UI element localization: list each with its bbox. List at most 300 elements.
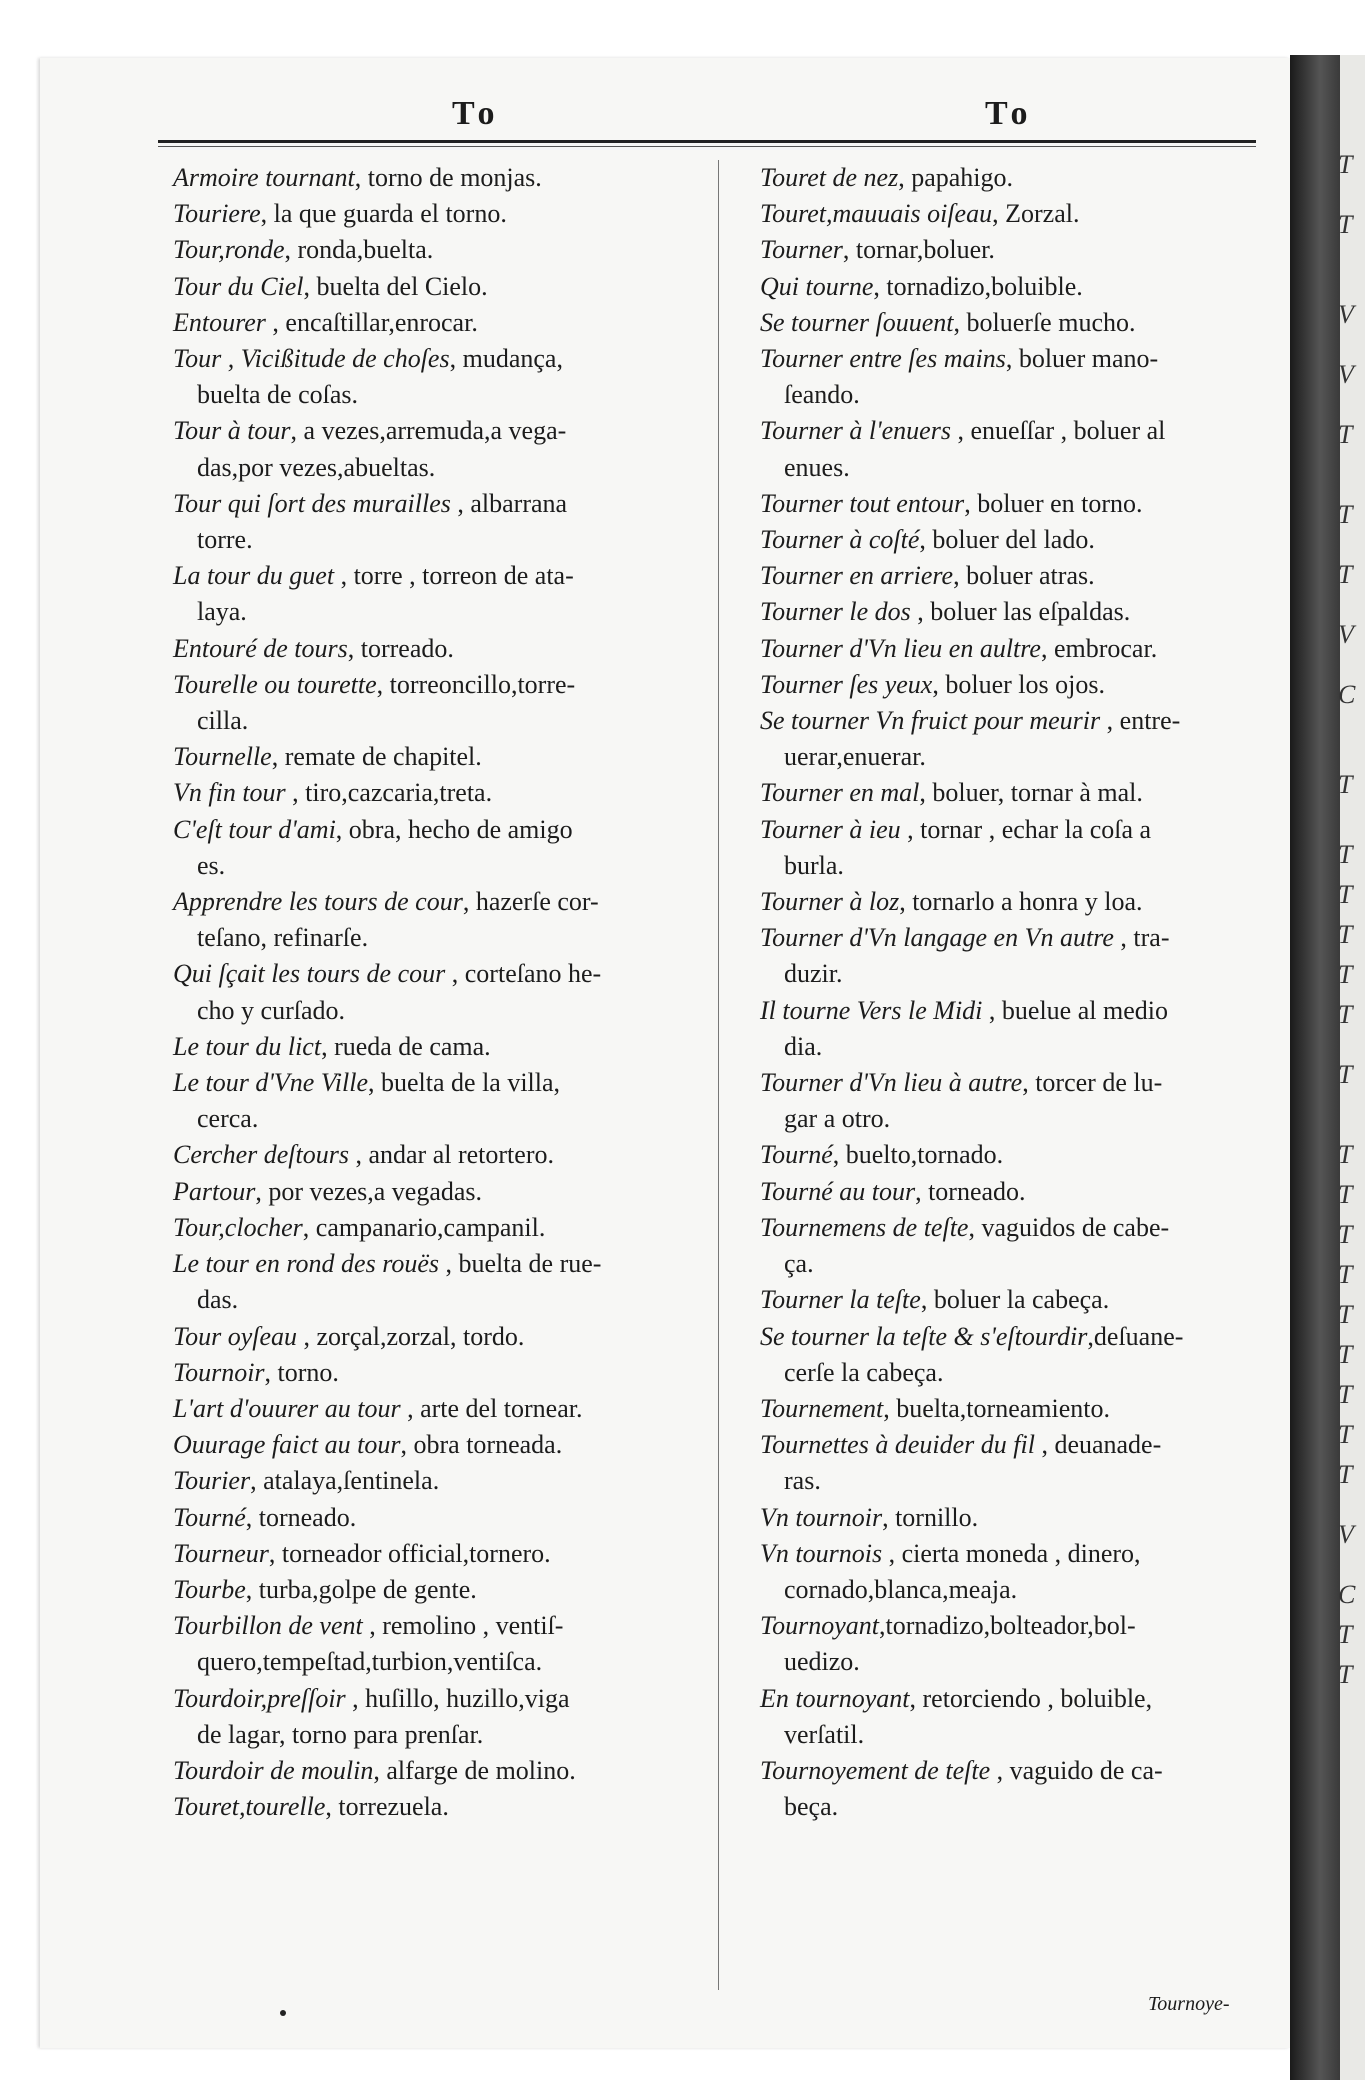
- spanish-gloss: tornadizo,bolteador,bol-: [885, 1611, 1136, 1641]
- french-headword: Il tourne Vers le Midi: [760, 995, 983, 1025]
- spanish-gloss: embrocar.: [1053, 633, 1158, 663]
- french-headword: Tourner tout entour: [760, 488, 965, 518]
- dictionary-entry: [173, 1065, 711, 1137]
- adjacent-page-letter: V: [1338, 300, 1354, 329]
- spanish-gloss: atalaya,ſentinela.: [263, 1466, 440, 1496]
- gloss-continuation: duzir.: [784, 959, 843, 989]
- adjacent-page-letter: T: [1338, 1420, 1353, 1449]
- dictionary-entry: [173, 232, 711, 268]
- french-headword: Tour du Ciel: [173, 271, 304, 301]
- spanish-gloss: Zorzal.: [1005, 199, 1080, 229]
- separator: ,: [362, 1611, 383, 1641]
- separator: ,: [450, 488, 471, 518]
- spanish-gloss: vaguido de ca-: [1009, 1755, 1163, 1785]
- separator: ,: [445, 959, 465, 989]
- french-headword: Tourner à loz: [760, 887, 900, 917]
- gloss-continuation: das.: [197, 1285, 239, 1315]
- french-headword: Tourner: [760, 235, 843, 265]
- french-headword: Tourner à ieu: [760, 814, 901, 844]
- gloss-continuation: uerar,enuerar.: [784, 742, 926, 772]
- dictionary-entry: [760, 1210, 1270, 1282]
- dictionary-entry: [173, 1536, 711, 1572]
- french-headword: Apprendre les tours de cour: [173, 887, 463, 917]
- adjacent-page-letter: T: [1338, 1300, 1353, 1329]
- dictionary-entry: [173, 1463, 711, 1499]
- spanish-gloss: buelta,torneamiento.: [896, 1393, 1110, 1423]
- dictionary-entry: [760, 1174, 1270, 1210]
- spanish-gloss: tornar , echar la coſa a: [920, 814, 1152, 844]
- dictionary-entry: [760, 486, 1270, 522]
- french-headword: Tourner ſes yeux: [760, 669, 933, 699]
- dictionary-entry: [760, 1608, 1270, 1680]
- adjacent-page-letter: T: [1338, 1660, 1353, 1689]
- gloss-continuation: gar a otro.: [784, 1104, 891, 1134]
- separator: ,: [1022, 1068, 1036, 1098]
- dictionary-entry: [173, 1789, 711, 1825]
- separator: ,: [354, 163, 368, 192]
- dictionary-entry: [760, 341, 1270, 413]
- spanish-gloss: tornadizo,boluible.: [886, 271, 1083, 301]
- dictionary-entry: [760, 1282, 1270, 1318]
- spanish-gloss: torno de monjas.: [367, 163, 542, 192]
- spanish-gloss: tornarlo a honra y loa.: [912, 887, 1143, 917]
- gloss-continuation: ſeando.: [784, 380, 860, 410]
- column-divider: [718, 160, 719, 1990]
- separator: ,: [255, 1176, 269, 1206]
- spanish-gloss: andar al retortero.: [368, 1140, 554, 1170]
- separator: ,: [919, 778, 933, 808]
- dictionary-entry: [760, 1500, 1270, 1536]
- french-headword: Touret,mauuais oiſeau: [760, 199, 993, 229]
- dictionary-entry: [760, 196, 1270, 232]
- separator: ,: [882, 1502, 896, 1532]
- spanish-gloss: boluer del lado.: [932, 525, 1095, 555]
- spanish-gloss: la que guarda el torno.: [273, 199, 507, 229]
- spanish-gloss: turba,golpe de gente.: [258, 1574, 477, 1604]
- spanish-gloss: a vezes,arremuda,a vega-: [303, 416, 567, 446]
- spanish-gloss: mudança,: [462, 344, 563, 374]
- dictionary-entry: [173, 1500, 711, 1536]
- spanish-gloss: torre , torreon de ata-: [353, 561, 574, 591]
- separator: ,: [265, 307, 286, 337]
- separator: ,: [373, 1755, 387, 1785]
- separator: ,: [950, 416, 971, 446]
- gloss-continuation: cerca.: [197, 1104, 259, 1134]
- adjacent-page-letter: T: [1338, 210, 1353, 239]
- spanish-gloss: tra-: [1133, 923, 1170, 953]
- french-headword: Vn tournois: [760, 1538, 883, 1568]
- spanish-gloss: torcer de lu-: [1035, 1068, 1163, 1098]
- gloss-continuation: quero,tempeſtad,turbion,ventiſca.: [197, 1647, 543, 1677]
- spanish-gloss: cierta moneda , dinero,: [901, 1538, 1141, 1568]
- adjacent-page-letter: T: [1338, 500, 1353, 529]
- dictionary-entry: [173, 1319, 711, 1355]
- french-headword: Tourdoir,preſſoir: [173, 1683, 346, 1713]
- dictionary-entry: [760, 232, 1270, 268]
- gloss-continuation: ras.: [784, 1466, 821, 1496]
- spanish-gloss: buelta del Cielo.: [316, 271, 488, 301]
- spanish-gloss: torreoncillo,torre-: [389, 669, 576, 699]
- separator: ,: [348, 1140, 369, 1170]
- gloss-continuation: cilla.: [197, 706, 249, 736]
- separator: ,: [842, 235, 856, 265]
- dictionary-entry: [173, 1753, 711, 1789]
- separator: ,: [932, 669, 946, 699]
- french-headword: Tourner le dos: [760, 597, 911, 627]
- spanish-gloss: por vezes,a vegadas.: [268, 1176, 483, 1206]
- separator: ,: [376, 669, 390, 699]
- spanish-gloss: torneador official,tornero.: [281, 1538, 551, 1568]
- spanish-gloss: papahigo.: [911, 163, 1014, 192]
- separator: ,: [303, 271, 317, 301]
- dictionary-entry: [173, 1681, 711, 1753]
- french-headword: C'eſt tour d'ami: [173, 814, 336, 844]
- separator: ,: [400, 1430, 414, 1460]
- dictionary-entry: [760, 775, 1270, 811]
- separator: ,: [325, 1792, 339, 1822]
- separator: ,: [919, 525, 933, 555]
- french-headword: Tourner en mal: [760, 778, 920, 808]
- left-column: [173, 160, 711, 1825]
- separator: ,: [462, 887, 476, 917]
- ink-dot: [280, 2010, 286, 2016]
- dictionary-entry: [173, 739, 711, 775]
- gloss-continuation: beça.: [784, 1792, 839, 1822]
- dictionary-entry: [173, 1246, 711, 1318]
- spanish-gloss: boluer los ojos.: [945, 669, 1105, 699]
- adjacent-page-letter: C: [1338, 1580, 1356, 1609]
- adjacent-page-letter: T: [1338, 150, 1353, 179]
- french-headword: Tourner à coſté: [760, 525, 920, 555]
- adjacent-page-letter: T: [1338, 1460, 1353, 1489]
- separator: ,: [1113, 923, 1134, 953]
- dictionary-entry: [173, 631, 711, 667]
- french-headword: Tournemens de teſte: [760, 1212, 969, 1242]
- spanish-gloss: retorciendo , boluible,: [922, 1683, 1153, 1713]
- french-headword: Entourer: [173, 307, 266, 337]
- adjacent-page-letter: T: [1338, 1620, 1353, 1649]
- separator: ,: [449, 344, 463, 374]
- dictionary-entry: [173, 775, 711, 811]
- french-headword: Touriere: [173, 199, 261, 229]
- separator: ,: [1005, 344, 1019, 374]
- spanish-gloss: corteſano he-: [464, 959, 602, 989]
- gloss-continuation: uedizo.: [784, 1647, 860, 1677]
- spanish-gloss: buelta de la villa,: [381, 1068, 561, 1098]
- adjacent-page-letter: T: [1338, 560, 1353, 589]
- dictionary-entry: [173, 812, 711, 884]
- separator: ,: [953, 307, 967, 337]
- catchword: Tournoye-: [1148, 1993, 1230, 2015]
- french-headword: Tourner d'Vn lieu en aultre: [760, 633, 1041, 663]
- separator: ,: [832, 1140, 846, 1170]
- gloss-continuation: de lagar, torno para prenſar.: [197, 1719, 484, 1749]
- gloss-continuation: burla.: [784, 850, 844, 880]
- spanish-gloss: vaguidos de cabe-: [981, 1212, 1170, 1242]
- gloss-continuation: enues.: [784, 452, 850, 482]
- french-headword: Tourner la teſte: [760, 1285, 921, 1315]
- french-headword: En tournoyant: [760, 1683, 910, 1713]
- dictionary-entry: [173, 1572, 711, 1608]
- separator: ,: [368, 1068, 381, 1098]
- adjacent-page-letter: V: [1338, 1520, 1354, 1549]
- dictionary-entry: [173, 956, 711, 1028]
- french-headword: Tournettes à deuider du fil: [760, 1430, 1035, 1460]
- french-headword: Tourner entre ſes mains: [760, 344, 1006, 374]
- separator: ,: [899, 887, 913, 917]
- french-headword: Touret,tourelle: [173, 1792, 326, 1822]
- adjacent-page-letter: T: [1338, 1380, 1353, 1409]
- french-headword: Partour: [173, 1176, 256, 1206]
- separator: ,: [284, 235, 298, 265]
- french-headword: Tourelle ou tourette: [173, 669, 377, 699]
- separator: ,: [245, 1574, 259, 1604]
- french-headword: Tourné: [173, 1502, 246, 1532]
- dictionary-entry: [760, 413, 1270, 485]
- french-headword: Tournoyement de teſte: [760, 1755, 991, 1785]
- separator: ,: [285, 778, 306, 808]
- french-headword: Tourier: [173, 1466, 251, 1496]
- dictionary-entry: [173, 1210, 711, 1246]
- dictionary-entry: [760, 631, 1270, 667]
- separator: ,: [883, 1393, 897, 1423]
- dictionary-entry: [760, 1753, 1270, 1825]
- spanish-gloss: deuanade-: [1054, 1430, 1162, 1460]
- french-headword: Le tour en rond des rouës: [173, 1249, 440, 1279]
- french-headword: Tourbe: [173, 1574, 246, 1604]
- right-column: [760, 160, 1270, 1825]
- separator: ,: [882, 1538, 902, 1568]
- separator: ,: [968, 1212, 982, 1242]
- dictionary-entry: [173, 269, 711, 305]
- spanish-gloss: ronda,buelta.: [297, 235, 434, 265]
- french-headword: Tournoyant: [760, 1611, 879, 1641]
- spanish-gloss: boluer la cabeça.: [933, 1285, 1110, 1315]
- separator: ,: [439, 1249, 459, 1279]
- separator: ,: [290, 416, 304, 446]
- french-headword: Touret de nez: [760, 163, 899, 192]
- gloss-continuation: verſatil.: [784, 1719, 865, 1749]
- gloss-continuation: ça.: [784, 1249, 814, 1279]
- adjacent-page-letter: T: [1338, 1220, 1353, 1249]
- french-headword: Tourner d'Vn lieu à autre: [760, 1068, 1023, 1098]
- spanish-gloss: torneado.: [258, 1502, 357, 1532]
- dictionary-entry: [760, 884, 1270, 920]
- adjacent-page-letter: T: [1338, 840, 1353, 869]
- french-headword: Tournelle: [173, 742, 272, 772]
- french-headword: Tourné au tour: [760, 1176, 916, 1206]
- dictionary-entry: [173, 196, 711, 232]
- dictionary-entry: [173, 1029, 711, 1065]
- gloss-continuation: buelta de coſas.: [197, 380, 358, 410]
- spanish-gloss: torno.: [277, 1357, 339, 1387]
- dictionary-entry: [173, 558, 711, 630]
- spanish-gloss: encaſtillar,enrocar.: [285, 307, 478, 337]
- french-headword: Cercher deſtours: [173, 1140, 349, 1170]
- separator: ,: [1034, 1430, 1055, 1460]
- separator: ,: [964, 488, 978, 518]
- french-headword: Ouurage faict au tour: [173, 1430, 401, 1460]
- dictionary-entry: [173, 1355, 711, 1391]
- french-headword: Le tour d'Vne Ville: [173, 1068, 368, 1098]
- separator: ,: [345, 1683, 366, 1713]
- spanish-gloss: buelto,tornado.: [845, 1140, 1004, 1170]
- page-gutter-shadow: [1290, 55, 1340, 2080]
- french-headword: Tour , Vicißitude de choſes: [173, 344, 450, 374]
- separator: ,: [982, 995, 1002, 1025]
- french-headword: Tour oyſeau: [173, 1321, 297, 1351]
- french-headword: Tour,clocher: [173, 1212, 303, 1242]
- gloss-continuation: dia.: [784, 1031, 823, 1061]
- dictionary-entry: [173, 160, 711, 196]
- french-headword: Vn tournoir: [760, 1502, 883, 1532]
- separator: ,: [334, 561, 354, 591]
- adjacent-page-letter: T: [1338, 920, 1353, 949]
- spanish-gloss: entre-: [1119, 706, 1181, 736]
- dictionary-entry: [760, 1391, 1270, 1427]
- adjacent-page-letter: V: [1338, 360, 1354, 389]
- separator: ,: [990, 1755, 1010, 1785]
- spanish-gloss: tornillo.: [895, 1502, 979, 1532]
- gloss-continuation: das,por vezes,abueltas.: [197, 452, 436, 482]
- gloss-continuation: teſano, refinarſe.: [197, 923, 369, 953]
- adjacent-page-letter: V: [1338, 620, 1354, 649]
- dictionary-entry: [760, 1137, 1270, 1173]
- separator: ,: [335, 814, 349, 844]
- gloss-continuation: cho y curſado.: [197, 995, 346, 1025]
- gloss-continuation: es.: [197, 850, 226, 880]
- french-headword: L'art d'ouurer au tour: [173, 1393, 401, 1423]
- separator: ,: [250, 1466, 264, 1496]
- spanish-gloss: albarrana: [470, 488, 568, 518]
- adjacent-page-letter: C: [1338, 680, 1356, 709]
- separator: ,: [910, 597, 931, 627]
- spanish-gloss: campanario,campanil.: [315, 1212, 546, 1242]
- adjacent-page-letter: T: [1338, 420, 1353, 449]
- dictionary-entry: [173, 884, 711, 956]
- french-headword: Entouré de tours: [173, 633, 348, 663]
- spanish-gloss: boluer mano-: [1018, 344, 1159, 374]
- dictionary-entry: [760, 703, 1270, 775]
- separator: ,: [1040, 633, 1054, 663]
- dictionary-entry: [173, 305, 711, 341]
- separator: ,: [1100, 706, 1120, 736]
- spanish-gloss: torrezuela.: [338, 1792, 449, 1822]
- dictionary-entry: [760, 993, 1270, 1065]
- dictionary-entry: [760, 1319, 1270, 1391]
- spanish-gloss: obra torneada.: [413, 1430, 563, 1460]
- separator: ,: [297, 1321, 317, 1351]
- french-headword: Tournoir: [173, 1357, 265, 1387]
- running-head-right: To: [985, 95, 1034, 132]
- dictionary-entry: [760, 269, 1270, 305]
- gloss-continuation: laya.: [197, 597, 247, 627]
- running-head-left: To: [452, 95, 501, 132]
- spanish-gloss: boluer las eſpaldas.: [930, 597, 1131, 627]
- dictionary-entry: [173, 1137, 711, 1173]
- separator: ,: [900, 814, 921, 844]
- french-headword: Se tourner Vn fruict pour meurir: [760, 706, 1101, 736]
- spanish-gloss: buelta de rue-: [458, 1249, 602, 1279]
- spanish-gloss: arte del tornear.: [420, 1393, 583, 1423]
- separator: ,: [302, 1212, 316, 1242]
- adjacent-page-edge: [1290, 55, 1365, 2080]
- dictionary-entry: [760, 812, 1270, 884]
- spanish-gloss: enueſſar , boluer al: [970, 416, 1166, 446]
- separator: ,: [271, 742, 285, 772]
- french-headword: Tourdoir de moulin: [173, 1755, 374, 1785]
- french-headword: Le tour du lict: [173, 1031, 322, 1061]
- adjacent-page-letter: T: [1338, 1180, 1353, 1209]
- spanish-gloss: zorçal,zorzal, tordo.: [316, 1321, 525, 1351]
- dictionary-entry: [760, 594, 1270, 630]
- separator: ,: [260, 199, 274, 229]
- dictionary-entry: [760, 160, 1270, 196]
- separator: ,: [400, 1393, 421, 1423]
- separator: ,: [992, 199, 1006, 229]
- french-headword: Tourné: [760, 1140, 833, 1170]
- separator: ,: [920, 1285, 934, 1315]
- spanish-gloss: alfarge de molino.: [386, 1755, 576, 1785]
- french-headword: Tourner en arriere: [760, 561, 954, 591]
- adjacent-page-letter: T: [1338, 770, 1353, 799]
- spanish-gloss: torreado.: [360, 633, 454, 663]
- dictionary-entry: [760, 920, 1270, 992]
- dictionary-entry: [760, 1427, 1270, 1499]
- dictionary-entry: [760, 667, 1270, 703]
- dictionary-entry: [173, 486, 711, 558]
- dictionary-entry: [173, 667, 711, 739]
- separator: ,: [268, 1538, 282, 1568]
- french-headword: Tournement: [760, 1393, 884, 1423]
- dictionary-entry: [760, 1536, 1270, 1608]
- adjacent-page-letter: T: [1338, 960, 1353, 989]
- gloss-continuation: cerſe la cabeça.: [784, 1357, 944, 1387]
- french-headword: La tour du guet: [173, 561, 335, 591]
- spanish-gloss: obra, hecho de amigo: [348, 814, 573, 844]
- spanish-gloss: boluerſe mucho.: [966, 307, 1136, 337]
- spanish-gloss: boluer en torno.: [977, 488, 1143, 518]
- separator: ,: [953, 561, 967, 591]
- header-rule: [158, 140, 1256, 143]
- french-headword: Tourneur: [173, 1538, 269, 1568]
- dictionary-entry: [173, 413, 711, 485]
- dictionary-entry: [173, 1174, 711, 1210]
- header-rule-thin: [158, 146, 1256, 147]
- dictionary-entry: [173, 1608, 711, 1680]
- gloss-continuation: torre.: [197, 525, 253, 555]
- french-headword: Tour,ronde: [173, 235, 285, 265]
- adjacent-page-letter: T: [1338, 1000, 1353, 1029]
- spanish-gloss: buelue al medio: [1001, 995, 1168, 1025]
- spanish-gloss: remate de chapitel.: [284, 742, 482, 772]
- french-headword: Tourbillon de vent: [173, 1611, 363, 1641]
- spanish-gloss: hazerſe cor-: [475, 887, 599, 917]
- french-headword: Tourner à l'enuers: [760, 416, 951, 446]
- spanish-gloss: tiro,cazcaria,treta.: [305, 778, 493, 808]
- spanish-gloss: rueda de cama.: [334, 1031, 491, 1061]
- french-headword: Qui ſçait les tours de cour: [173, 959, 446, 989]
- spanish-gloss: torneado.: [928, 1176, 1026, 1206]
- french-headword: Se tourner ſouuent: [760, 307, 954, 337]
- separator: ,: [915, 1176, 929, 1206]
- adjacent-page-letter: T: [1338, 880, 1353, 909]
- dictionary-entry: [173, 1391, 711, 1427]
- separator: ,: [245, 1502, 259, 1532]
- spanish-gloss: boluer atras.: [966, 561, 1095, 591]
- dictionary-entry: [173, 1427, 711, 1463]
- dictionary-entry: [760, 558, 1270, 594]
